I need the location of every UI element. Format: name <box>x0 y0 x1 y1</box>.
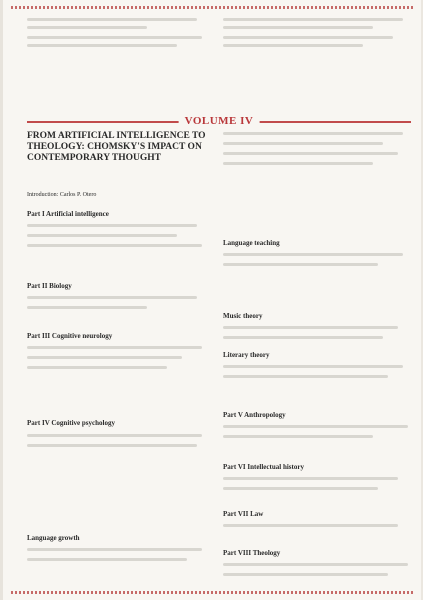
music-theory-heading: Music theory <box>223 312 263 320</box>
bottom-decorative-rule <box>11 591 413 594</box>
entry-line <box>27 366 167 369</box>
entry-line <box>223 365 403 368</box>
entry-line <box>27 244 202 247</box>
entry-line <box>223 26 373 29</box>
entry-line <box>223 477 398 480</box>
entry-line <box>223 524 398 527</box>
entry-line <box>223 263 378 266</box>
entry-line <box>27 548 202 551</box>
entry-line <box>223 435 373 438</box>
entry-line <box>27 224 197 227</box>
language-growth-heading: Language growth <box>27 534 80 542</box>
part-intellectual-history-heading: Part VI Intellectual history <box>223 463 304 471</box>
part-theology-heading: Part VIII Theology <box>223 549 281 557</box>
part-cognitive-neurology-heading: Part III Cognitive neurology <box>27 332 113 340</box>
entry-line <box>27 558 187 561</box>
entry-line <box>223 162 373 165</box>
entry-line <box>223 326 398 329</box>
entry-line <box>27 434 202 437</box>
entry-line <box>223 36 393 39</box>
entry-line <box>223 425 408 428</box>
part-cognitive-psychology-heading: Part IV Cognitive psychology <box>27 419 115 427</box>
part-ai-heading: Part I Artificial intelligence <box>27 210 109 218</box>
entry-line <box>223 152 398 155</box>
entry-line <box>27 26 147 29</box>
volume-main-title: FROM ARTIFICIAL INTELLIGENCE TO THEOLOGY: CHOMSKY'S IMPACT ON CONTEMPORARY THOUGHT <box>27 131 206 163</box>
entry-line <box>27 234 177 237</box>
volume-divider <box>27 117 411 127</box>
part-biology-heading: Part II Biology <box>27 282 72 290</box>
part-anthropology-heading: Part V Anthropology <box>223 411 286 419</box>
entry-line <box>223 253 403 256</box>
entry-line <box>223 142 383 145</box>
part-law-heading: Part VII Law <box>223 510 264 518</box>
entry-line <box>27 18 197 21</box>
literary-theory-heading: Literary theory <box>223 351 270 359</box>
top-decorative-rule <box>11 6 413 9</box>
volume-label: VOLUME IV <box>179 115 260 127</box>
entry-line <box>27 296 197 299</box>
entry-line <box>223 18 403 21</box>
entry-line <box>27 444 197 447</box>
intro-heading: Introduction: Carlos P. Otero <box>27 192 97 198</box>
entry-line <box>223 573 388 576</box>
volume-intro-line <box>27 192 210 199</box>
entry-line <box>223 563 408 566</box>
entry-line <box>223 487 378 490</box>
entry-line <box>27 36 202 39</box>
columns <box>27 14 411 586</box>
entry-line <box>223 336 383 339</box>
entry-line <box>223 44 363 47</box>
entry-line <box>27 306 147 309</box>
entry-line <box>223 375 388 378</box>
entry-line <box>27 44 177 47</box>
entry-line <box>27 346 202 349</box>
entry-line <box>27 356 182 359</box>
language-teaching-heading: Language teaching <box>223 239 280 247</box>
entry-line <box>223 132 403 135</box>
